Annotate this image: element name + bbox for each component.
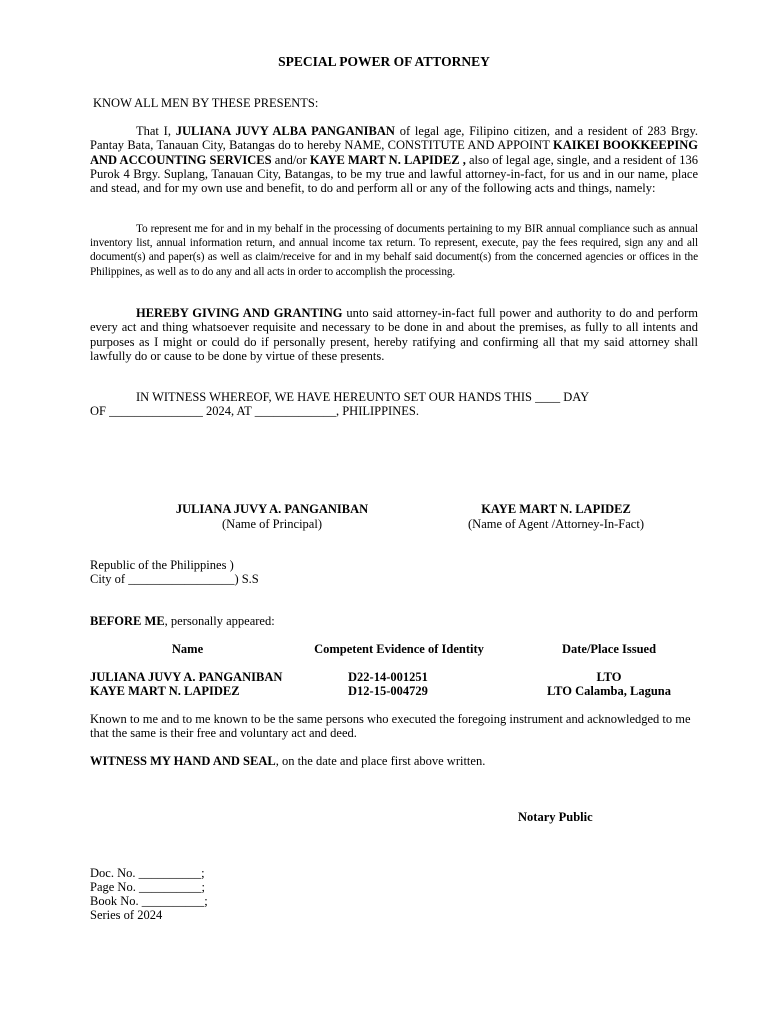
- company-name: KAIKEI BOOKKEEPING AND ACCOUNTING SERVICES: [90, 138, 698, 167]
- table-header-evidence: Competent Evidence of Identity: [314, 642, 484, 656]
- before-me-rest: , personally appeared:: [164, 614, 275, 628]
- before-me-line: [90, 614, 275, 629]
- granting-paragraph: [90, 306, 698, 363]
- document-title: SPECIAL POWER OF ATTORNEY: [278, 54, 490, 69]
- that-i-text: That I,: [136, 124, 171, 138]
- table-row-2-issued: LTO Calamba, Laguna: [546, 684, 671, 698]
- book-number: Book No. __________;: [90, 894, 208, 908]
- agent-role-label: (Name of Agent /Attorney-In-Fact): [468, 516, 644, 531]
- table-row-1-id: D22-14-001251: [348, 670, 428, 684]
- principal-role-label: (Name of Principal): [222, 516, 322, 531]
- table-header-name: Name: [171, 642, 204, 656]
- witness-hand-line: [90, 754, 485, 769]
- venue-line-1: Republic of the Philippines ): [90, 558, 234, 572]
- agent-signature-name: KAYE MART N. LAPIDEZ: [481, 502, 631, 516]
- appointment-text-2: also of legal age, single, and a resident of 136 Purok 4 Brgy. Suplang, Tanauan City, Batangas, to be my true and lawful attorney-in-fact, for us and in our name, place and stead, and for my own use and benefit, to do and perform all or any of the following acts and things, namely:: [90, 152, 699, 196]
- agent-name: KAYE MART N. LAPIDEZ ,: [309, 152, 466, 167]
- table-header-date-place: Date/Place Issued: [561, 642, 657, 656]
- table-row-1-issued: LTO: [596, 670, 622, 684]
- agent-signature-block: [420, 502, 692, 531]
- before-me-lead: BEFORE ME: [90, 614, 165, 628]
- witness-hand-rest: , on the date and place first above written.: [275, 754, 486, 768]
- appointment-text-1: of legal age, Filipino citizen, and a resident of 283 Brgy. Pantay Bata, Tanauan City, Batangas do to hereby NAME, CONSTITUTE AND APPOINT: [90, 124, 699, 153]
- appointment-paragraph: [90, 124, 698, 195]
- witness-hand-lead: WITNESS MY HAND AND SEAL: [90, 754, 276, 768]
- acknowledgment-paragraph: Known to me and to me known to be the same persons who executed the foregoing instrument and acknowledged to me that the same is their free and voluntary act and deed.: [90, 712, 691, 741]
- greeting: KNOW ALL MEN BY THESE PRESENTS:: [93, 96, 319, 110]
- principal-signature-name: JULIANA JUVY A. PANGANIBAN: [175, 502, 369, 516]
- venue-line-2: City of _________________) S.S: [90, 572, 259, 586]
- granting-text: unto said attorney-in-fact full power and authority to do and perform every act and thing whatsoever requisite and necessary to be done in and about the premises, as fully to all intents and purposes as I might or could do if personally present, hereby ratifying and confirming all that my said attorney shall lawfully do or cause to be done by virtue of these presents.: [90, 306, 698, 363]
- powers-paragraph: [90, 222, 698, 279]
- principal-signature-block: [130, 502, 414, 531]
- andor-text: and/or: [274, 152, 307, 167]
- doc-number: Doc. No. __________;: [90, 866, 205, 880]
- table-row-2-id: D12-15-004729: [348, 684, 428, 698]
- notary-public-label: Notary Public: [518, 810, 593, 824]
- witness-line-1: IN WITNESS WHEREOF, WE HAVE HEREUNTO SET OUR HANDS THIS ____ DAY: [136, 390, 590, 404]
- table-row-1-name: JULIANA JUVY A. PANGANIBAN: [90, 670, 283, 684]
- principal-name: JULIANA JUVY ALBA PANGANIBAN: [175, 124, 395, 138]
- page-number: Page No. __________;: [90, 880, 205, 894]
- powers-text: To represent me for and in my behalf in the processing of documents pertaining to my BIR annual compliance such as annual inventory list, annual information return, and annual income tax return. To represent, execute, pay the fees required, sign any and all document(s) and paper(s) as well as claim/receive for and in my behalf said document(s) from the concerned agencies or offices in the Philippines, as well as to do any and all acts in order to accomplish the processing.: [90, 223, 698, 278]
- granting-lead: HEREBY GIVING AND GRANTING: [136, 306, 343, 320]
- series-year: Series of 2024: [90, 908, 163, 922]
- witness-line-2: OF _______________ 2024, AT _____________, PHILIPPINES.: [90, 404, 419, 418]
- table-row-2-name: KAYE MART N. LAPIDEZ: [90, 684, 240, 698]
